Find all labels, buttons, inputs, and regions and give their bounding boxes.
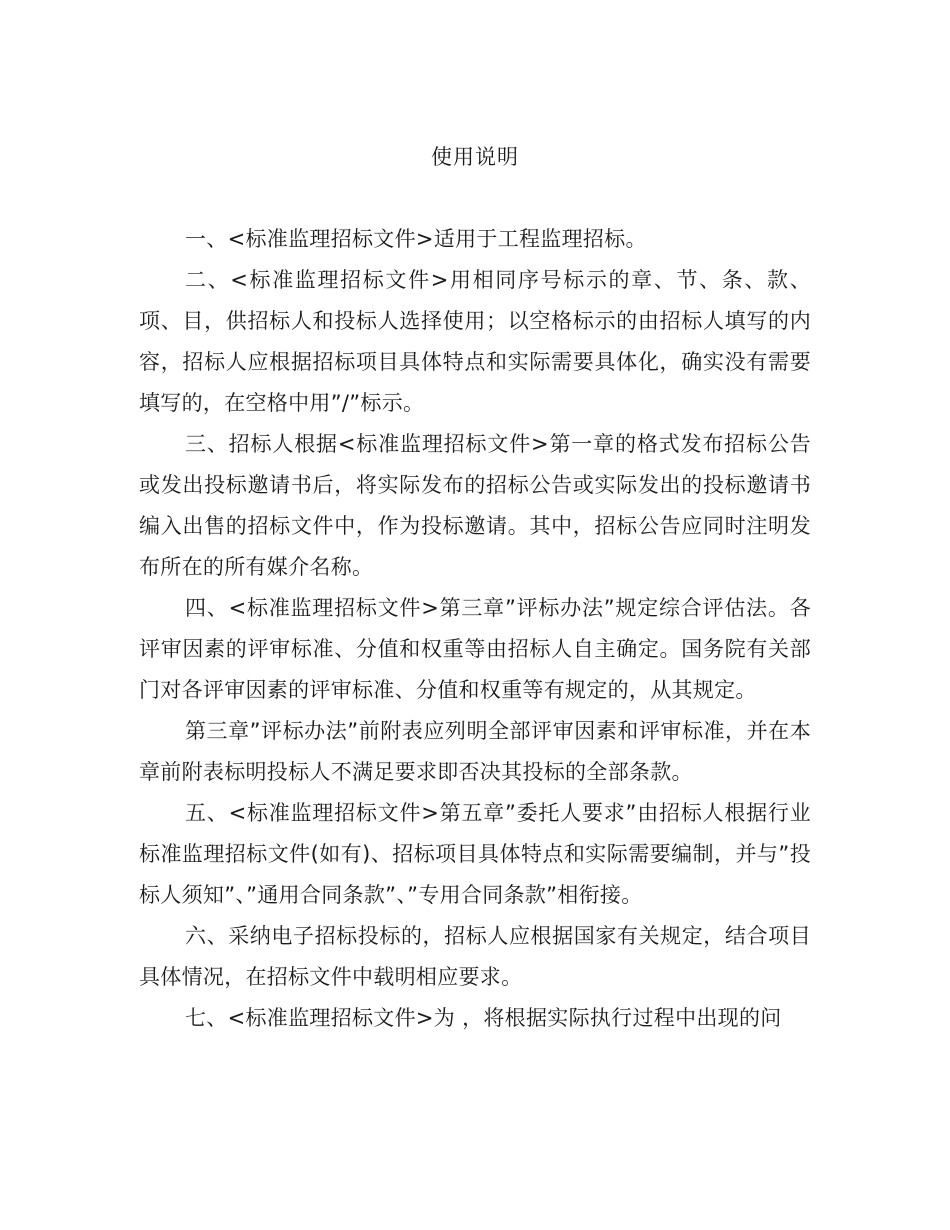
document-title: 使用说明: [431, 145, 519, 169]
paragraph-7: 六、采纳电子招标投标的，招标人应根据国家有关规定，结合项目具体情况，在招标文件中载明相应要求。: [139, 924, 811, 989]
paragraph-6: 五、<标准监理招标文件>第五章”委托人要求”由招标人根据行业标准监理招标文件(如有)、招标项目具体特点和实际需要编制，并与”投标人须知”、”通用合同条款”、”专用合同条款”相衔接。: [139, 801, 811, 907]
paragraph-8: 七、<标准监理招标文件>为 ，将根据实际执行过程中出现的问: [185, 1006, 782, 1030]
paragraph-4: 四、<标准监理招标文件>第三章”评标办法”规定综合评估法。各评审因素的评审标准、分值和权重等由招标人自主确定。国务院有关部门对各评审因素的评审标准、分值和权重等有规定的，从其规定。: [139, 596, 811, 702]
paragraph-1: 一、<标准监理招标文件>适用于工程监理招标。: [185, 227, 647, 251]
document-body: [139, 219, 811, 1039]
paragraph-5: 第三章”评标办法”前附表应列明全部评审因素和评审标准，并在本章前附表标明投标人不满足要求即否决其投标的全部条款。: [139, 719, 811, 784]
paragraph-2: 二、<标准监理招标文件>用相同序号标示的章、节、条、款、项、目，供招标人和投标人选择使用；以空格标示的由招标人填写的内容，招标人应根据招标项目具体特点和实际需要具体化，确实没有需要填写的，在空格中用”/”标示。: [139, 268, 811, 415]
paragraph-3: 三、招标人根据<标准监理招标文件>第一章的格式发布招标公告或发出投标邀请书后，将实际发布的招标公告或实际发出的投标邀请书编入出售的招标文件中，作为投标邀请。其中，招标公告应同时注明发布所在的所有媒介名称。: [139, 432, 811, 579]
